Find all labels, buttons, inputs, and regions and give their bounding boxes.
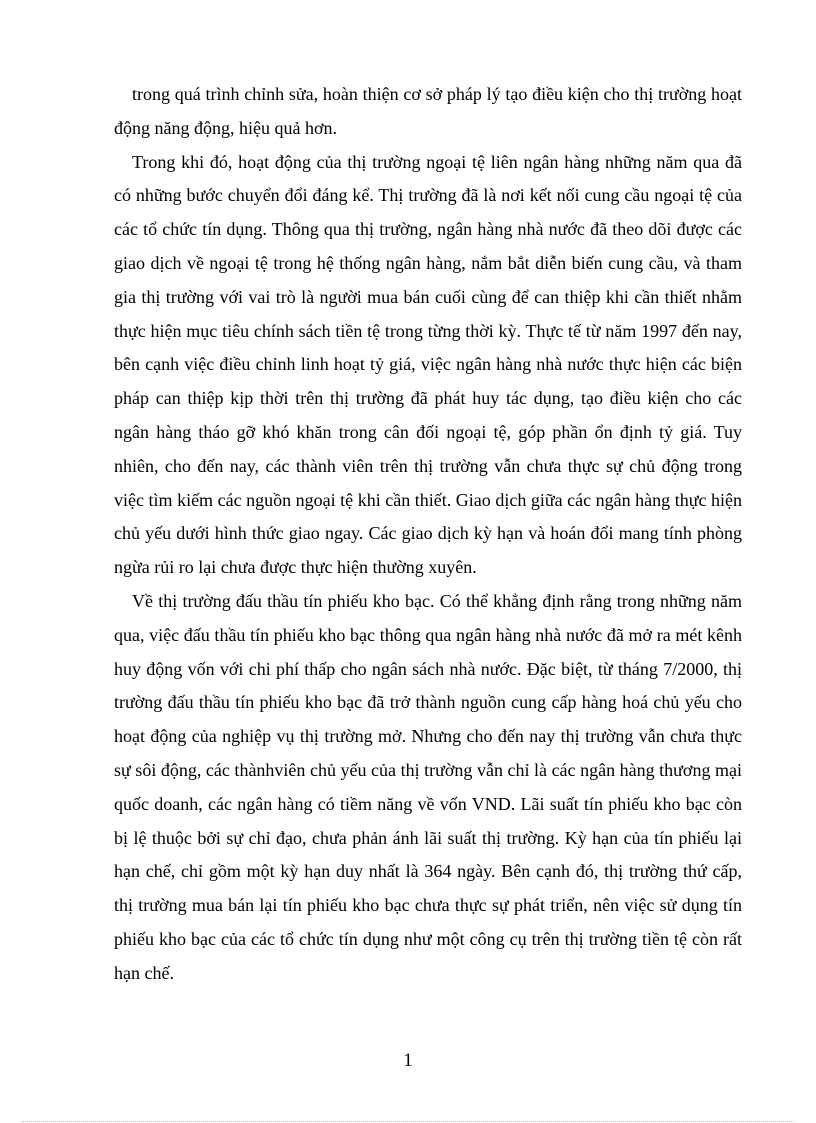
body-text <box>114 78 742 991</box>
page-bottom-divider <box>22 1121 794 1122</box>
page-number: 1 <box>403 1050 413 1071</box>
paragraph-1: trong quá trình chỉnh sửa, hoàn thiện cơ sở pháp lý tạo điều kiện cho thị trường hoạt động năng động, hiệu quả hơn. <box>114 84 742 138</box>
paragraph-2: Trong khi đó, hoạt động của thị trường ngoại tệ liên ngân hàng những năm qua đã có những bước chuyển đổi đáng kể. Thị trường đã là nơi kết nối cung cầu ngoại tệ của các tổ chức tín dụng. Thông qua thị trường, ngân hàng nhà nước đã theo dõi được các giao dịch về ngoại tệ trong hệ thống ngân hàng, nắm bắt diễn biến cung cầu, và tham gia thị trường với vai trò là người mua bán cuối cùng để can thiệp khi cần thiết nhằm thực hiện mục tiêu chính sách tiền tệ trong từng thời kỳ. Thực tế từ năm 1997 đến nay, bên cạnh việc điều chỉnh linh hoạt tỷ giá, việc ngân hàng nhà nước thực hiện các biện pháp can thiệp kịp thời trên thị trường đã phát huy tác dụng, tạo điều kiện cho các ngân hàng tháo gỡ khó khăn trong cân đối ngoại tệ, góp phần ổn định tỷ giá. Tuy nhiên, cho đến nay, các thành viên trên thị trường vẫn chưa thực sự chủ động trong việc tìm kiếm các nguồn ngoại tệ khi cần thiết. Giao dịch giữa các ngân hàng thực hiện chủ yếu dưới hình thức giao ngay. Các giao dịch kỳ hạn và hoán đổi mang tính phòng ngừa rủi ro lại chưa được thực hiện thường xuyên. <box>114 151 742 578</box>
paragraph-3: Về thị trường đấu thầu tín phiếu kho bạc. Có thể khẳng định rằng trong những năm qua, việc đấu thầu tín phiếu kho bạc thông qua ngân hàng nhà nước đã mở ra mét kênh huy động vốn với chi phí thấp cho ngân sách nhà nước. Đặc biệt, từ tháng 7/2000, thị trường đấu thầu tín phiếu kho bạc đã trở thành nguồn cung cấp hàng hoá chủ yếu cho hoạt động của nghiệp vụ thị trường mở. Nhưng cho đến nay thị trường vẫn chưa thực sự sôi động, các thànhviên chủ yếu của thị trường vẫn chỉ là các ngân hàng thương mại quốc doanh, các ngân hàng có tiềm năng về vốn VND. Lãi suất tín phiếu kho bạc còn bị lệ thuộc bởi sự chỉ đạo, chưa phản ánh lãi suất thị trường. Kỳ hạn của tín phiếu lại hạn chế, chỉ gồm một kỳ hạn duy nhất là 364 ngày. Bên cạnh đó, thị trường thứ cấp, thị trường mua bán lại tín phiếu kho bạc chưa thực sự phát triển, nên việc sử dụng tín phiếu kho bạc của các tổ chức tín dụng như một công cụ trên thị trường tiền tệ còn rất hạn chế. <box>114 590 742 983</box>
